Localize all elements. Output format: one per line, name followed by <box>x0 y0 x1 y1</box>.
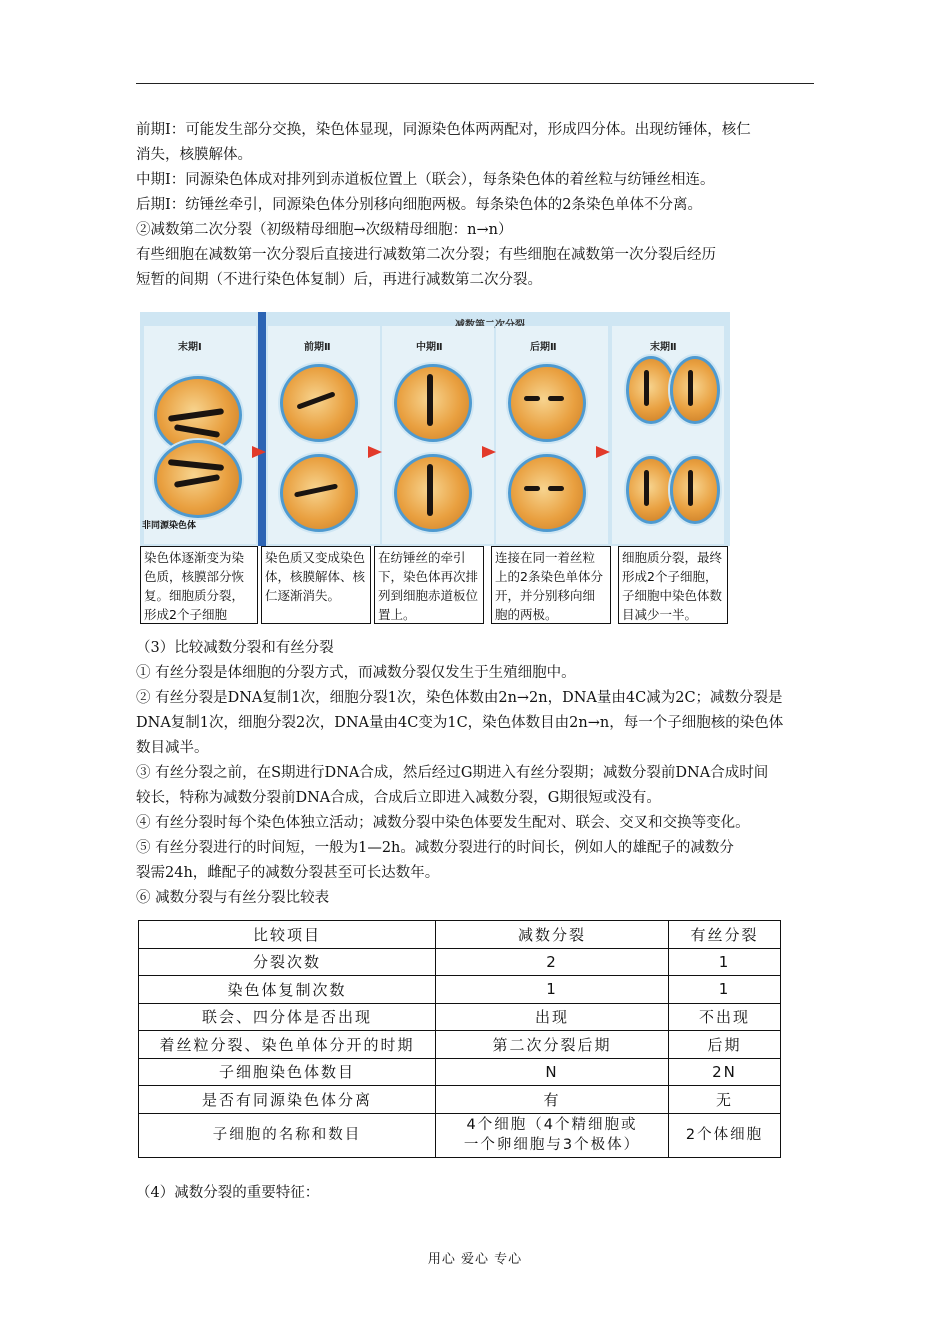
arrow-icon <box>368 446 382 458</box>
cell-prophase-ii <box>280 454 358 532</box>
chromosome <box>524 486 540 491</box>
table-cell: N <box>436 1058 669 1086</box>
phase-caption: 染色体逐渐变为染色质，核膜部分恢复。细胞质分裂，形成2个子细胞 <box>140 546 258 624</box>
header-rule <box>136 83 814 84</box>
paragraph-line: ③ 有丝分裂之前，在S期进行DNA合成，然后经过G期进入有丝分裂期；减数分裂前DNA合成时间 <box>136 765 769 781</box>
chromosome <box>688 370 693 406</box>
table-cell: 2 <box>436 948 669 976</box>
meiosis-figure <box>140 312 730 626</box>
table-cell: 1 <box>436 976 669 1004</box>
table-cell: 子细胞的名称和数目 <box>139 1113 436 1157</box>
arrow-icon <box>482 446 496 458</box>
table-header-cell: 减数分裂 <box>436 921 669 949</box>
table-cell: 无 <box>669 1086 781 1114</box>
table-row <box>139 1003 781 1031</box>
paragraph-line: ④ 有丝分裂时每个染色体独立活动；减数分裂中染色体要发生配对、联会、交叉和交换等变化。 <box>136 815 750 831</box>
cell-metaphase-ii <box>394 454 472 532</box>
paragraph-line: 裂需24h，雌配子的减数分裂甚至可长达数年。 <box>136 865 440 881</box>
table-cell: 2个体细胞 <box>669 1113 781 1157</box>
paragraph-line: 数目减半。 <box>136 740 209 756</box>
table-row <box>139 1086 781 1114</box>
table-row <box>139 1058 781 1086</box>
arrow-icon <box>252 446 266 458</box>
table-cell: 1 <box>669 976 781 1004</box>
section-divider <box>258 312 266 546</box>
chromosome <box>644 470 649 506</box>
phase-caption: 染色质又变成染色体，核膜解体、核仁逐渐消失。 <box>261 546 371 624</box>
chromosome <box>524 396 540 401</box>
chromosome <box>688 470 693 506</box>
paragraph-line: 消失，核膜解体。 <box>136 147 252 163</box>
nonhomologous-label: 非同源染色体 <box>142 521 197 531</box>
paragraph-line: ②减数第二次分裂（初级精母细胞→次级精母细胞：n→n） <box>136 222 513 238</box>
top-paragraphs <box>136 118 826 293</box>
table-header-row <box>139 921 781 949</box>
table-cell: 有 <box>436 1086 669 1114</box>
cell-telophase-ii <box>626 456 676 524</box>
paragraph-line: 有些细胞在减数第一次分裂后直接进行减数第二次分裂；有些细胞在减数第一次分裂后经历 <box>136 247 716 263</box>
phase-caption: 在纺锤丝的牵引下，染色体再次排列到细胞赤道板位置上。 <box>374 546 484 624</box>
table-row <box>139 948 781 976</box>
phase-label: 后期Ⅱ <box>530 342 557 353</box>
phase-label: 中期Ⅱ <box>416 342 443 353</box>
paragraph-line: ⑤ 有丝分裂进行的时间短，一般为1—2h。减数分裂进行的时间长，例如人的雄配子的减数分 <box>136 840 734 856</box>
table-cell-multiline <box>436 1113 669 1157</box>
table-row <box>139 976 781 1004</box>
table-cell: 子细胞染色体数目 <box>139 1058 436 1086</box>
table-cell-line: 4个细胞（4个精细胞或 <box>466 1117 638 1133</box>
page-footer: 用心 爱心 专心 <box>427 1252 523 1267</box>
table-cell: 后期 <box>669 1031 781 1059</box>
chromosome <box>427 374 433 426</box>
paragraph-line: ② 有丝分裂是DNA复制1次，细胞分裂1次，染色体数由2n→2n，DNA量由4C减为2C；减数分裂是 <box>136 690 783 706</box>
paragraph-line: 后期Ⅰ：纺锤丝牵引，同源染色体分别移向细胞两极。每条染色体的2条染色单体不分离。 <box>136 197 702 213</box>
paragraph-line: 短暂的间期（不进行染色体复制）后，再进行减数第二次分裂。 <box>136 272 542 288</box>
table-cell: 联会、四分体是否出现 <box>139 1003 436 1031</box>
table-cell: 1 <box>669 948 781 976</box>
cell-telophase-ii <box>670 456 720 524</box>
comparison-table <box>138 920 781 1158</box>
paragraph-line: 前期Ⅰ：可能发生部分交换，染色体显现，同源染色体两两配对，形成四分体。出现纺锤体，核仁 <box>136 122 751 138</box>
paragraph-line: 较长，特称为减数分裂前DNA合成，合成后立即进入减数分裂，G期很短或没有。 <box>136 790 661 806</box>
cell-telophase-ii <box>670 356 720 424</box>
chromosome <box>548 396 564 401</box>
table-cell: 2N <box>669 1058 781 1086</box>
chromosome <box>427 464 433 516</box>
phase-label: 前期Ⅱ <box>304 342 331 353</box>
table-cell: 着丝粒分裂、染色单体分开的时期 <box>139 1031 436 1059</box>
bottom-paragraph <box>136 1181 826 1206</box>
table-header-cell: 有丝分裂 <box>669 921 781 949</box>
chromosome <box>644 370 649 406</box>
paragraph-line: （3）比较减数分裂和有丝分裂 <box>136 640 334 656</box>
table-cell-line: 一个卵细胞与3个极体） <box>463 1137 641 1153</box>
cell-metaphase-ii <box>394 364 472 442</box>
paragraph-line: ⑥ 减数分裂与有丝分裂比较表 <box>136 890 330 906</box>
cell-anaphase-ii <box>508 364 586 442</box>
phase-label: 末期Ⅱ <box>650 342 677 353</box>
table-cell: 分裂次数 <box>139 948 436 976</box>
arrow-icon <box>596 446 610 458</box>
paragraph-line: （4）减数分裂的重要特征： <box>136 1185 320 1201</box>
paragraph-line: ① 有丝分裂是体细胞的分裂方式，而减数分裂仅发生于生殖细胞中。 <box>136 665 576 681</box>
table-header-cell: 比较项目 <box>139 921 436 949</box>
table-cell: 是否有同源染色体分离 <box>139 1086 436 1114</box>
table-row <box>139 1031 781 1059</box>
table-cell: 出现 <box>436 1003 669 1031</box>
phase-caption: 细胞质分裂，最终形成2个子细胞，子细胞中染色体数目减少一半。 <box>618 546 728 624</box>
table-cell: 染色体复制次数 <box>139 976 436 1004</box>
paragraph-line: DNA复制1次，细胞分裂2次，DNA量由4C变为1C，染色体数目由2n→n，每一个子细胞核的染色体 <box>136 715 784 731</box>
phase-label: 末期Ⅰ <box>178 342 202 353</box>
comparison-paragraphs <box>136 636 826 911</box>
cell-prophase-ii <box>280 364 358 442</box>
chromosome <box>548 486 564 491</box>
paragraph-line: 中期Ⅰ：同源染色体成对排列到赤道板位置上（联会），每条染色体的着丝粒与纺锤丝相连。 <box>136 172 715 188</box>
cell-anaphase-ii <box>508 454 586 532</box>
cell-telophase-ii <box>626 356 676 424</box>
table-cell: 不出现 <box>669 1003 781 1031</box>
phase-caption: 连接在同一着丝粒上的2条染色单体分开，并分别移向细胞的两极。 <box>491 546 611 624</box>
table-row <box>139 1113 781 1157</box>
table-cell: 第二次分裂后期 <box>436 1031 669 1059</box>
